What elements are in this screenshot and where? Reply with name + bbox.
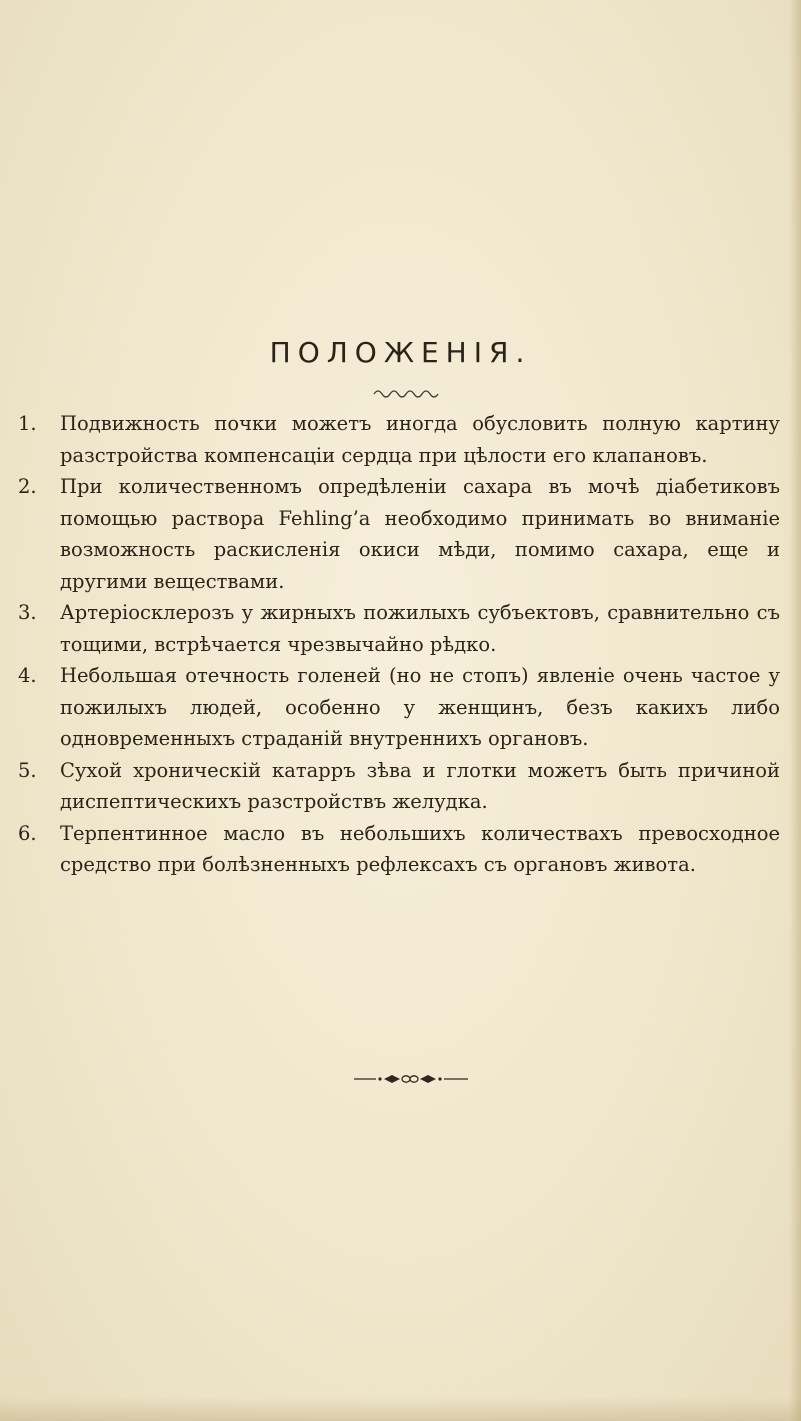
thesis-text: Сухой хроническій катарръ зѣва и глотки можетъ быть причиной диспептическихъ разстройствъ желудка. bbox=[60, 758, 780, 813]
theses-list bbox=[18, 408, 780, 881]
thesis-text: При количественномъ опредѣленіи сахара въ мочѣ діабетиковъ помощью раствора Fehling’а необходимо принимать во вниманіе возможность раскисленія окиси мѣди, помимо сахара, еще и другими веществами. bbox=[60, 475, 780, 593]
thesis-item-3 bbox=[18, 597, 780, 660]
thesis-number: 5. bbox=[18, 758, 37, 782]
thesis-item-5 bbox=[18, 755, 780, 818]
thesis-item-1 bbox=[18, 408, 780, 471]
thesis-number: 4. bbox=[18, 664, 37, 687]
thesis-text: Подвижность почки можетъ иногда обусловить полную картину разстройства компенсаціи сердца при цѣлости его клапановъ. bbox=[60, 412, 780, 467]
thesis-number: 3. bbox=[18, 601, 37, 624]
page-title: ПОЛОЖЕНІЯ. bbox=[269, 336, 532, 369]
thesis-item-2 bbox=[18, 471, 780, 597]
thesis-item-6 bbox=[18, 818, 780, 881]
end-flourish-ornament-icon bbox=[352, 1072, 470, 1086]
wavy-rule-ornament-icon bbox=[372, 387, 440, 399]
page-edge-shadow-bottom bbox=[0, 1397, 801, 1421]
thesis-number: 6. bbox=[18, 821, 37, 845]
thesis-item-4 bbox=[18, 660, 780, 755]
thesis-number: 1. bbox=[18, 412, 37, 435]
thesis-text: Небольшая отечность голеней (но не стопъ) явленіе очень частое у пожилыхъ людей, особенно у женщинъ, безъ какихъ либо одновременныхъ страданій внутреннихъ органовъ. bbox=[60, 664, 780, 750]
thesis-number: 2. bbox=[18, 475, 37, 498]
page-edge-shadow-right bbox=[789, 0, 801, 1421]
thesis-text: Артеріосклерозъ у жирныхъ пожилыхъ субъектовъ, сравнительно съ тощими, встрѣчается чрезвычайно рѣдко. bbox=[60, 601, 780, 656]
thesis-text: Терпентинное масло въ небольшихъ количествахъ превосходное средство при болѣзненныхъ рефлексахъ съ органовъ живота. bbox=[60, 821, 780, 876]
